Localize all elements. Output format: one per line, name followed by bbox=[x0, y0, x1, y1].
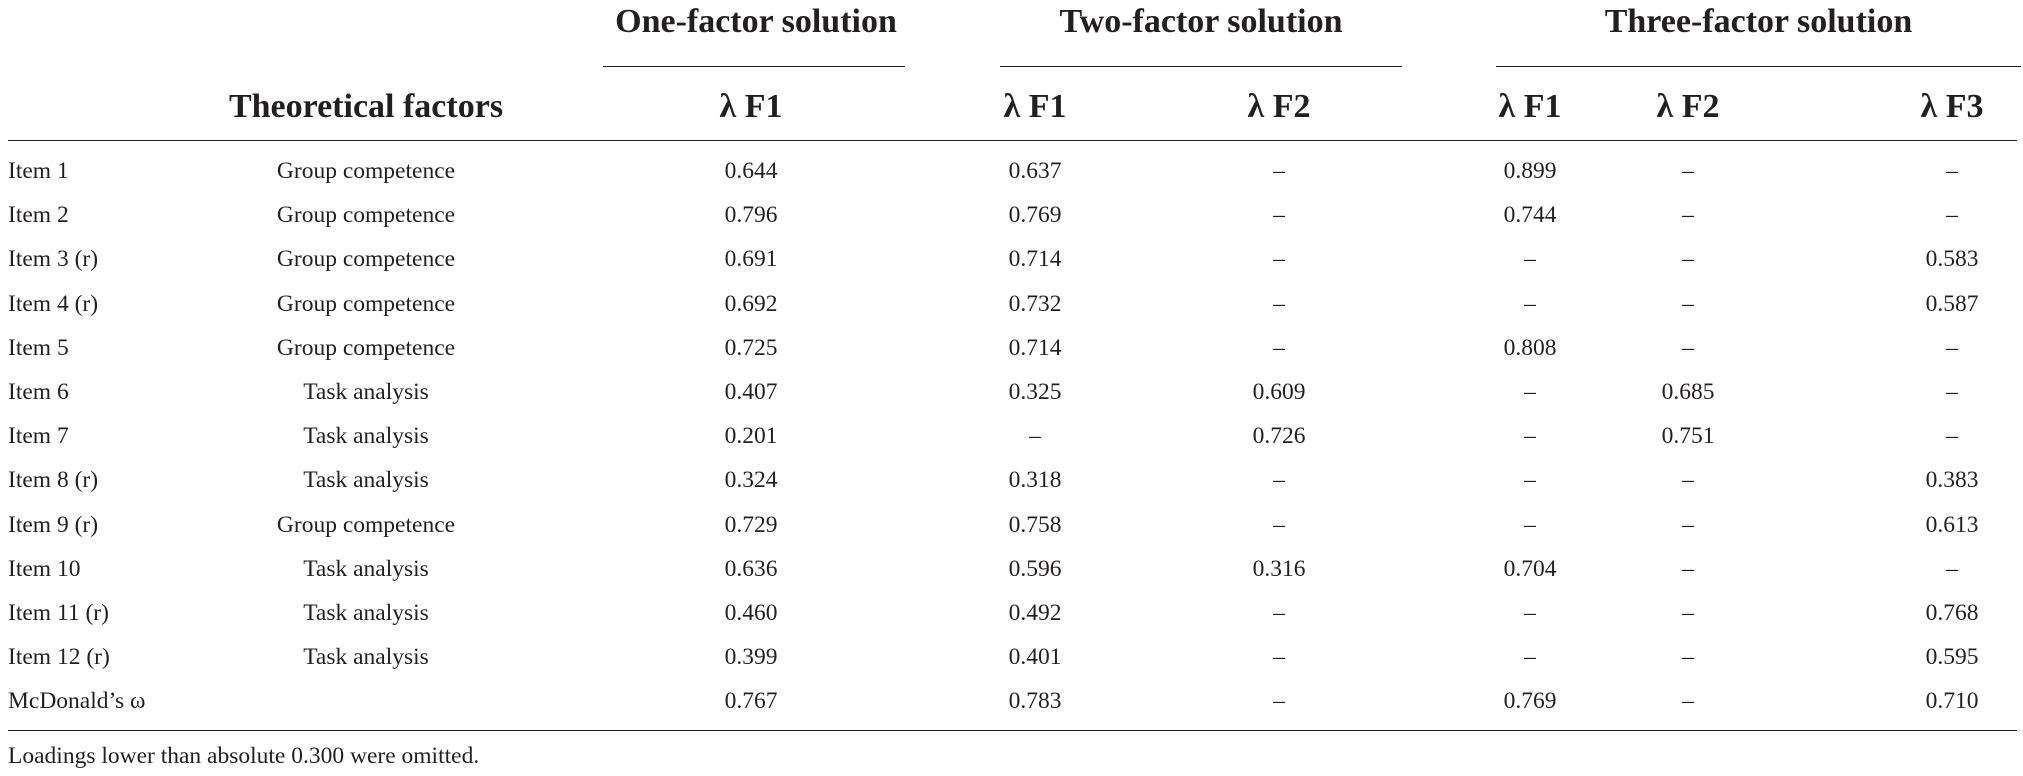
two-f2-cell: 0.316 bbox=[1252, 555, 1306, 582]
two-f1-cell: 0.714 bbox=[1008, 246, 1062, 273]
item-cell: Item 6 bbox=[8, 378, 69, 405]
col-header-three-f3: λ F3 bbox=[1920, 88, 1984, 125]
group-header-two-factor: Two-factor solution bbox=[1059, 3, 1343, 40]
table-row bbox=[0, 458, 2023, 502]
two-f2-cell: – bbox=[1273, 202, 1285, 229]
one-f1-cell: 0.636 bbox=[724, 555, 778, 582]
three-f1-cell: 0.744 bbox=[1503, 202, 1557, 229]
three-f3-cell: – bbox=[1946, 202, 1958, 229]
factor-cell: Task analysis bbox=[303, 467, 429, 494]
three-f3-cell: – bbox=[1946, 378, 1958, 405]
item-cell: Item 11 (r) bbox=[8, 599, 109, 626]
two-f2-cell: 0.726 bbox=[1252, 423, 1306, 450]
three-f2-cell: – bbox=[1682, 511, 1694, 538]
item-cell: Item 7 bbox=[8, 423, 69, 450]
group-header-one-factor: One-factor solution bbox=[615, 3, 897, 40]
factor-cell: Task analysis bbox=[303, 378, 429, 405]
three-f2-cell: – bbox=[1682, 688, 1694, 715]
item-cell: Item 3 (r) bbox=[8, 246, 99, 273]
three-f3-cell: 0.613 bbox=[1925, 511, 1979, 538]
factor-cell bbox=[216, 679, 516, 723]
three-f2-cell: 0.685 bbox=[1661, 378, 1715, 405]
three-f1-cell: 0.704 bbox=[1503, 555, 1557, 582]
table-row bbox=[0, 414, 2023, 458]
three-f3-cell: – bbox=[1946, 334, 1958, 361]
two-f2-cell: – bbox=[1273, 467, 1285, 494]
factor-cell: Group competence bbox=[276, 290, 456, 317]
two-f1-cell: 0.732 bbox=[1008, 290, 1062, 317]
group-underline-one-factor bbox=[603, 66, 905, 67]
two-f1-cell: 0.637 bbox=[1008, 158, 1062, 184]
item-cell: Item 4 (r) bbox=[8, 290, 99, 317]
one-f1-cell: 0.399 bbox=[724, 644, 778, 671]
table-row-omega bbox=[0, 679, 2023, 723]
factor-cell: Group competence bbox=[276, 511, 456, 538]
two-f1-cell: 0.758 bbox=[1008, 511, 1062, 538]
one-f1-cell: 0.460 bbox=[724, 599, 778, 626]
one-f1-cell: 0.691 bbox=[724, 246, 778, 273]
three-f2-cell: – bbox=[1682, 202, 1694, 229]
factor-cell: Group competence bbox=[276, 334, 456, 361]
one-f1-cell: 0.692 bbox=[724, 290, 778, 317]
three-f3-cell: 0.710 bbox=[1925, 688, 1979, 715]
three-f1-cell: – bbox=[1524, 423, 1536, 450]
factor-cell: Task analysis bbox=[303, 644, 429, 671]
one-f1-cell: 0.767 bbox=[724, 688, 778, 715]
two-f1-cell: 0.325 bbox=[1008, 378, 1062, 405]
factor-cell: Task analysis bbox=[303, 423, 429, 450]
three-f3-cell: – bbox=[1946, 423, 1958, 450]
item-cell: Item 1 bbox=[8, 158, 69, 184]
two-f2-cell: 0.609 bbox=[1252, 378, 1306, 405]
item-cell: Item 12 (r) bbox=[8, 644, 110, 671]
table-row bbox=[0, 635, 2023, 679]
three-f3-cell: 0.383 bbox=[1925, 467, 1979, 494]
two-f2-cell: – bbox=[1273, 644, 1285, 671]
three-f1-cell: – bbox=[1524, 246, 1536, 273]
one-f1-cell: 0.407 bbox=[724, 378, 778, 405]
two-f2-cell: – bbox=[1273, 246, 1285, 273]
col-header-three-f1: λ F1 bbox=[1498, 88, 1562, 125]
group-underline-three-factor bbox=[1496, 66, 2021, 67]
table-footnote: Loadings lower than absolute 0.300 were omitted. bbox=[8, 743, 480, 769]
col-header-three-f2: λ F2 bbox=[1656, 88, 1720, 125]
three-f1-cell: – bbox=[1524, 511, 1536, 538]
three-f1-cell: – bbox=[1524, 599, 1536, 626]
header-rule bbox=[8, 140, 2017, 141]
one-f1-cell: 0.729 bbox=[724, 511, 778, 538]
factor-cell: Task analysis bbox=[303, 599, 429, 626]
col-header-two-f1: λ F1 bbox=[1003, 88, 1067, 125]
three-f3-cell: – bbox=[1946, 158, 1958, 184]
three-f1-cell: – bbox=[1524, 378, 1536, 405]
group-underline-two-factor bbox=[1000, 66, 1402, 67]
two-f2-cell: – bbox=[1273, 290, 1285, 317]
two-f2-cell: – bbox=[1273, 334, 1285, 361]
factor-cell: Task analysis bbox=[303, 555, 429, 582]
table-row bbox=[0, 193, 2023, 237]
three-f2-cell: – bbox=[1682, 158, 1694, 184]
one-f1-cell: 0.201 bbox=[724, 423, 778, 450]
two-f1-cell: 0.783 bbox=[1008, 688, 1062, 715]
three-f2-cell: – bbox=[1682, 599, 1694, 626]
item-cell: Item 9 (r) bbox=[8, 511, 99, 538]
two-f2-cell: – bbox=[1273, 599, 1285, 626]
table-body bbox=[0, 149, 2023, 723]
three-f2-cell: 0.751 bbox=[1661, 423, 1715, 450]
factor-cell: Group competence bbox=[276, 158, 456, 184]
three-f2-cell: – bbox=[1682, 290, 1694, 317]
item-cell: Item 8 (r) bbox=[8, 467, 99, 494]
three-f1-cell: 0.899 bbox=[1503, 158, 1557, 184]
item-cell: Item 2 bbox=[8, 202, 69, 229]
two-f2-cell: – bbox=[1273, 688, 1285, 715]
three-f2-cell: – bbox=[1682, 644, 1694, 671]
one-f1-cell: 0.725 bbox=[724, 334, 778, 361]
two-f2-cell: – bbox=[1273, 511, 1285, 538]
two-f1-cell: 0.714 bbox=[1008, 334, 1062, 361]
bottom-rule bbox=[8, 730, 2017, 731]
three-f1-cell: – bbox=[1524, 290, 1536, 317]
three-f1-cell: – bbox=[1524, 644, 1536, 671]
table-row bbox=[0, 282, 2023, 326]
col-header-two-f2: λ F2 bbox=[1247, 88, 1311, 125]
three-f2-cell: – bbox=[1682, 467, 1694, 494]
two-f1-cell: 0.318 bbox=[1008, 467, 1062, 494]
one-f1-cell: 0.796 bbox=[724, 202, 778, 229]
three-f3-cell: 0.595 bbox=[1925, 644, 1979, 671]
three-f3-cell: 0.587 bbox=[1925, 290, 1979, 317]
two-f1-cell: 0.769 bbox=[1008, 202, 1062, 229]
three-f3-cell: – bbox=[1946, 555, 1958, 582]
table-row bbox=[0, 591, 2023, 635]
table-row bbox=[0, 370, 2023, 414]
three-f1-cell: 0.808 bbox=[1503, 334, 1557, 361]
group-header-three-factor: Three-factor solution bbox=[1604, 3, 1913, 40]
two-f1-cell: – bbox=[1029, 423, 1041, 450]
table-row bbox=[0, 149, 2023, 193]
three-f2-cell: – bbox=[1682, 555, 1694, 582]
item-cell: McDonald’s ω bbox=[8, 688, 146, 715]
two-f1-cell: 0.596 bbox=[1008, 555, 1062, 582]
table-row bbox=[0, 547, 2023, 591]
item-cell: Item 10 bbox=[8, 555, 81, 582]
two-f1-cell: 0.401 bbox=[1008, 644, 1062, 671]
col-header-one-f1: λ F1 bbox=[719, 88, 783, 125]
one-f1-cell: 0.644 bbox=[724, 158, 778, 184]
one-f1-cell: 0.324 bbox=[724, 467, 778, 494]
item-cell: Item 5 bbox=[8, 334, 69, 361]
three-f1-cell: 0.769 bbox=[1503, 688, 1557, 715]
three-f1-cell: – bbox=[1524, 467, 1536, 494]
three-f3-cell: 0.583 bbox=[1925, 246, 1979, 273]
three-f3-cell: 0.768 bbox=[1925, 599, 1979, 626]
table-row bbox=[0, 237, 2023, 281]
factor-cell: Group competence bbox=[276, 246, 456, 273]
two-f2-cell: – bbox=[1273, 158, 1285, 184]
three-f2-cell: – bbox=[1682, 246, 1694, 273]
factor-cell: Group competence bbox=[276, 202, 456, 229]
table-row bbox=[0, 326, 2023, 370]
table-row bbox=[0, 503, 2023, 547]
three-f2-cell: – bbox=[1682, 334, 1694, 361]
theoretical-factors-header: Theoretical factors bbox=[228, 88, 504, 125]
two-f1-cell: 0.492 bbox=[1008, 599, 1062, 626]
